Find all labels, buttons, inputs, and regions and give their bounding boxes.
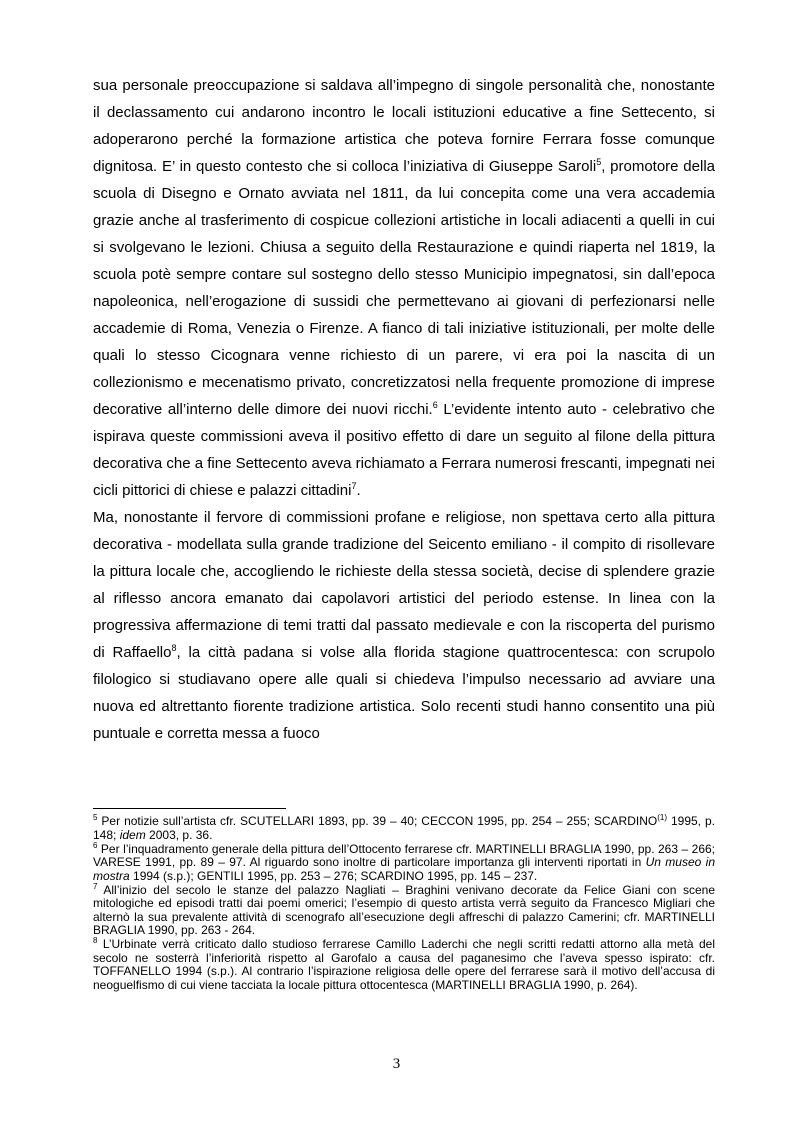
page-number: 3 [392, 1056, 401, 1072]
footnote-separator [93, 808, 286, 809]
footnote-5-text-b: 1995, p. 148; [93, 814, 715, 842]
paragraph-2 [93, 504, 715, 747]
footnote-ref-5: 5 [596, 157, 602, 167]
footnote-8-text: L’Urbinate verrà criticato dallo studioso ferrarese Camillo Laderchi che negli scritti redatti attorno alla metà del secolo ne sosterrà l’inferiorità rispetto al Garofalo a causa del paganesimo che l’aveva spesso ispirato: cfr. TOFFANELLO 1994 (s.p.). Al contrario l’ispirazione religiosa delle opere del ferrarese sarà il motivo dell’accusa di neoguelfismo di cui viene tacciata la locale pittura ottocentesca (MARTINELLI BRAGLIA 1990, p. 264). [93, 937, 715, 992]
footnote-7 [93, 881, 715, 938]
footnote-6-text-b: 1994 (s.p.); GENTILI 1995, pp. 253 – 276; SCARDINO 1995, pp. 145 – 237. [129, 868, 538, 883]
main-text [93, 72, 715, 747]
footnote-ref-6: 6 [432, 400, 438, 410]
footnotes [93, 815, 715, 993]
paragraph-2-text-b: , la città padana si volse alla florida stagione quattrocentesca: con scrupolo filologico si studiavano opere alle quali si chiedeva l’impulso necessario ad avviare una nuova ed altrettanto fiorente tradizione artistica. Solo recenti studi hanno consentito una più puntuale e corretta messa a fuoco [93, 644, 715, 742]
paragraph-1-text-d: . [356, 482, 361, 499]
footnote-5-sup: (1) [657, 813, 667, 822]
paragraph-2-text-a: Ma, nonostante il fervore di commissioni profane e religiose, non spettava certo alla pittura decorativa - modellata sulla grande tradizione del Seicento emiliano - il compito di risollevare la pittura locale che, accogliendo le richieste della stessa società, decise di splendere grazie al riflesso ancora emanato dai capolavori artistici del periodo estense. In linea con la progressiva affermazione di temi tratti dal passato medievale e con la riscoperta del purismo di Raffaello [93, 509, 715, 661]
footnote-6-text-a: Per l’inquadramento generale della pittura dell’Ottocento ferrarese cfr. MARTINELLI BRAGLIA 1990, pp. 263 – 266; VARESE 1991, pp. 89 – 97. Al riguardo sono inoltre di particolare importanza gli interventi riportati in [93, 841, 715, 869]
footnote-6 [93, 840, 715, 884]
footnote-5-text-a: Per notizie sull’artista cfr. SCUTELLARI 1893, pp. 39 – 40; CECCON 1995, pp. 254 – 255; SCARDINO [97, 814, 658, 828]
footnote-ref-7: 7 [351, 481, 357, 491]
footnote-8 [93, 938, 715, 992]
footnote-6-italic: Un museo in mostra [93, 855, 715, 883]
footnote-7-text: All’inizio del secolo le stanze del palazzo Nagliati – Braghini venivano decorate da Felice Giani con scene mitologiche ed episodi tratti dai poemi omerici; l’esempio di questo artista verrà seguito da Francesco Migliari che alternò la sua prevalente attività di scenografo all’esecuzione degli affreschi di palazzo Camerini; cfr. MARTINELLI BRAGLIA 1990, pp. 263 - 264. [93, 882, 715, 937]
paragraph-1 [93, 72, 715, 504]
footnote-5 [93, 815, 715, 842]
paragraph-1-text-b: , promotore della scuola di Disegno e Ornato avviata nel 1811, da lui concepita come una vera accademia grazie anche al trasferimento di cospicue collezioni artistiche in locali adiacenti a quelli in cui si svolgevano le lezioni. Chiusa a seguito della Restaurazione e quindi riaperta nel 1819, la scuola potè sempre contare sul sostegno dello stesso Municipio impegnatosi, sin dall’epoca napoleonica, nell’erogazione di sussidi che permettevano ai giovani di perfezionarsi nelle accademie di Roma, Venezia o Firenze. A fianco di tali iniziative istituzionali, per molte delle quali lo stesso Cicognara venne richiesto di un parere, vi era poi la nascita di un collezionismo e mecenatismo privato, concretizzatosi nella frequente promozione di imprese decorative all’interno delle dimore dei nuovi ricchi. [93, 158, 715, 418]
paragraph-1-text-a: sua personale preoccupazione si saldava all’impegno di singole personalità che, nonostante il declassamento cui andarono incontro le locali istituzioni educative a fine Settecento, si adoperarono perché la formazione artistica che poteva fornire Ferrara fosse comunque dignitosa. E’ in questo contesto che si colloca l’iniziativa di Giuseppe Saroli [93, 77, 715, 175]
paragraph-1-text-c: L’evidente intento auto - celebrativo che ispirava queste commissioni aveva il positivo effetto di dare un seguito al filone della pittura decorativa che a fine Settecento aveva richiamato a Ferrara numerosi frescanti, impegnati nei cicli pittorici di chiese e palazzi cittadini [93, 401, 715, 499]
footnote-5-text-c: 2003, p. 36. [145, 827, 213, 842]
footnote-5-italic: idem [119, 827, 146, 842]
footnote-8-number: 8 [93, 936, 98, 945]
footnote-5-number: 5 [93, 813, 98, 822]
footnote-7-number: 7 [93, 881, 98, 891]
footnote-ref-8: 8 [171, 643, 177, 653]
footnote-6-number: 6 [93, 840, 98, 850]
